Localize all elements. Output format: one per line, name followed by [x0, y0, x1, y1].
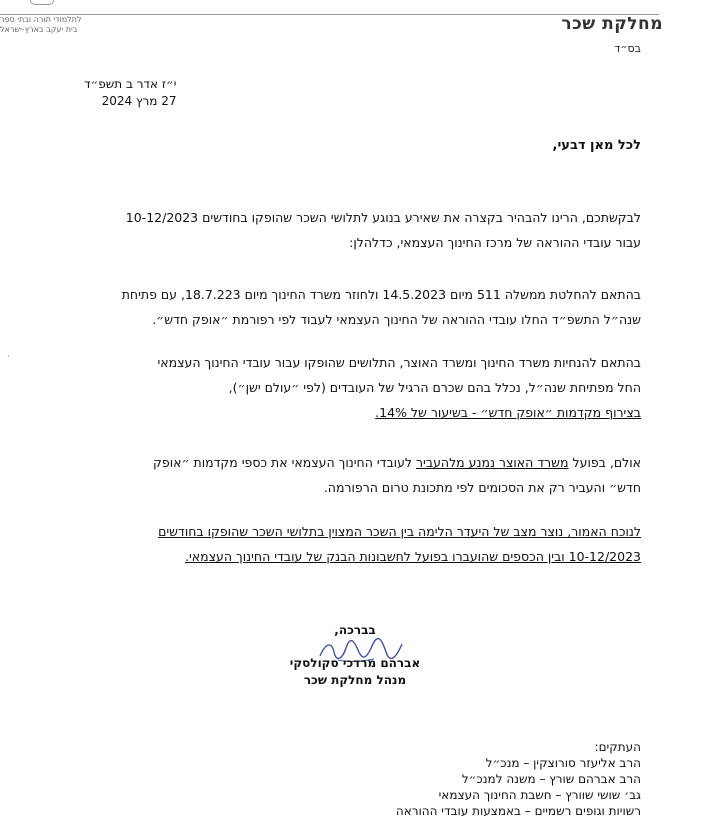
paragraph-line: 10-12/2023 ובין הכספים שהועברו בפועל לחשבונות הבנק של עובדי החינוך העצמאי.: [185, 549, 641, 564]
emblem-icon: [30, 0, 54, 5]
text-run: לעובדי החינוך העצמאי את כספי מקדמות ״אופק: [153, 455, 416, 470]
cc-line: הרב אברהם שורץ – משנה למנכ״ל: [461, 772, 641, 786]
paragraph-line: חדש״ והעביר רק את הסכומים לפי מתכונת טרום הרפורמה.: [323, 480, 641, 495]
organization-line: בית יעקב בארץ-ישראל: [0, 25, 78, 34]
cc-list: [396, 739, 641, 819]
paragraph-line: [153, 450, 641, 475]
greeting: לכל מאן דבעי,: [552, 138, 641, 153]
letter-date: [84, 76, 176, 110]
organization-name: [0, 15, 81, 35]
paragraph-line: לבקשתכם, הרינו להבהיר בקצרה את שאירע בנוגע לתלושי השכר שהופקו בחודשים 10-12/2023: [125, 210, 641, 225]
paragraph-intro: [126, 205, 641, 255]
paragraph-line: החל מפתיחת שנה״ל, נכלל בהם שכרם הרגיל של העובדים (לפי ״עולם ישן״),: [228, 380, 641, 395]
paragraph-conclusion: [158, 519, 641, 569]
paragraph-line-underlined: בצירוף מקדמות ״אופק חדש״ - בשיעור של 14%.: [375, 405, 641, 420]
cc-line: הרב אליעזר סורוצקין – מנכ״ל: [485, 756, 641, 770]
signature-blessing: בברכה,: [334, 623, 376, 637]
header-rule: [0, 14, 659, 15]
paragraph-line: שנה״ל התשפ״ד החלו עובדי ההוראה של החינוך העצמאי לעבוד לפי רפורמת ״אופק חדש״.: [152, 312, 641, 327]
department-title: מחלקת שכר: [561, 14, 663, 34]
hebrew-date: י״ז אדר ב תשפ״ד: [84, 77, 177, 91]
paragraph-line: בהתאם להחלטת ממשלה 511 מיום 14.5.2023 ולחוזר משרד החינוך מיום 18.7.223, עם פתיחת: [121, 287, 641, 302]
paragraph-line: בהתאם להנחיות משרד החינוך ומשרד האוצר, התלושים שהופקו עבור עובדי החינוך העצמאי: [157, 355, 641, 370]
paragraph-guidelines: [157, 350, 641, 425]
bsd-mark: בס״ד: [614, 42, 641, 55]
paragraph-decision: [122, 282, 641, 332]
paragraph-however: [153, 450, 641, 500]
paragraph-line: לנוכח האמור, נוצר מצב של היעדר הלימה בין השכר המצוין בתלושי השכר שהופקו בחודשים: [158, 524, 641, 539]
gregorian-date: 27 מרץ 2024: [101, 94, 177, 108]
text-run: אולם, בפועל: [568, 455, 641, 470]
scan-mark: [8, 355, 9, 357]
paragraph-line: עבור עובדי ההוראה של מרכז החינוך העצמאי, כדלהלן:: [349, 235, 641, 250]
organization-line: לתלמודי תורה ובתי ספר: [0, 15, 82, 24]
underlined-text: משרד האוצר נמנע מלהעביר: [416, 455, 569, 470]
cc-line: רשויות וגופים רשמיים – באמצעות עובדי ההוראה: [395, 804, 641, 818]
signatory-title: מנהל מחלקת שכר: [303, 673, 407, 687]
cc-line: גב׳ שושי שוורץ – חשבת החינוך העצמאי: [438, 788, 641, 802]
cc-heading: העתקים:: [594, 740, 641, 754]
signatory-name: אברהם מרדכי סקולסקי: [289, 656, 421, 670]
